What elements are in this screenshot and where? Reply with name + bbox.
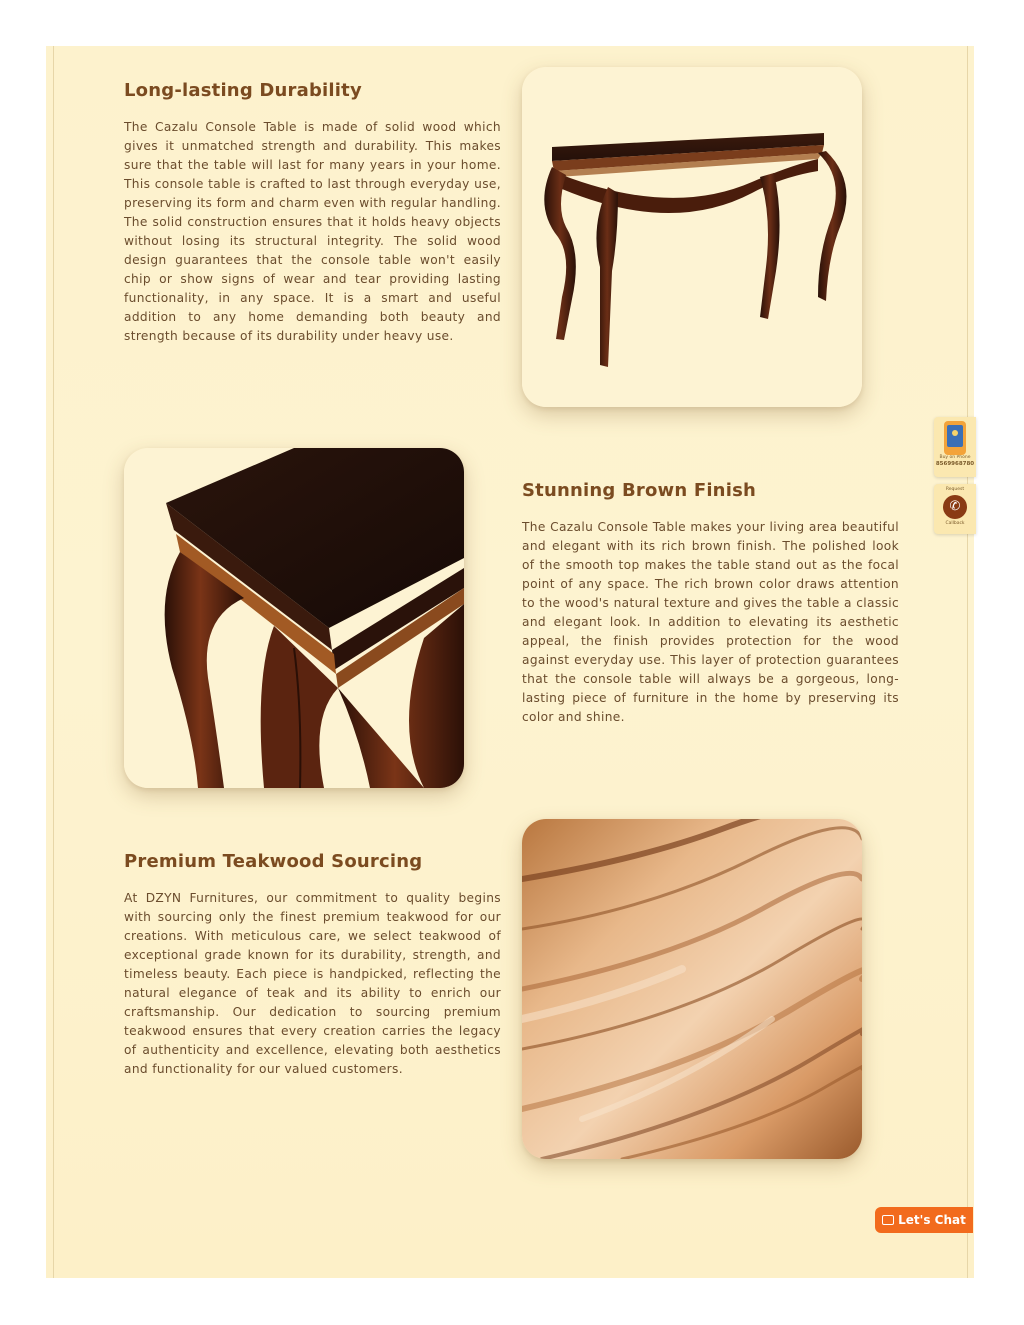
teakwood-grain-image (522, 819, 862, 1159)
callback-top-label: Request (945, 487, 965, 492)
buy-on-phone-label: Buy on Phone (939, 455, 971, 460)
callback-bottom-label: Callback (945, 521, 965, 526)
request-callback-widget[interactable] (934, 484, 976, 534)
lets-chat-label: Let's Chat (898, 1213, 966, 1227)
page-canvas (46, 46, 974, 1278)
lets-chat-button[interactable] (875, 1207, 973, 1233)
section-text-finish: The Cazalu Console Table makes your living area beautiful and elegant with its rich brown finish. The polished look of the smooth top makes the table stand out as the focal point of any space. The rich brown color draws attention to the wood's natural texture and gives the table a classic and elegant look. In addition to elevating its aesthetic appeal, the finish provides protection for the wood against everyday use. This layer of protection guarantees that the console table will always be a gorgeous, long-lasting piece of furniture in the home by preserving its color and shine. (522, 520, 899, 724)
buy-on-phone-widget[interactable] (934, 417, 976, 477)
section-text-durability: The Cazalu Console Table is made of solid wood which gives it unmatched strength and durability. This makes sure that the table will last for many years in your home. This console table is crafted to last through everyday use, preserving its form and charm even with regular handling. The solid construction ensures that it holds heavy objects without losing its structural integrity. The solid wood design guarantees that the console table won't easily chip or show signs of wear and tear providing lasting functionality, in any space. It is a smart and useful addition to any home demanding both beauty and strength because of its durability under heavy use. (124, 120, 501, 343)
callback-phone-icon: ✆ (943, 495, 967, 519)
phone-icon (944, 421, 966, 455)
table-closeup-image (124, 448, 464, 788)
section-title-finish: Stunning Brown Finish (522, 480, 756, 501)
left-border-line (53, 46, 54, 1278)
section-text-teakwood: At DZYN Furnitures, our commitment to quality begins with sourcing only the finest premium teakwood for our creations. With meticulous care, we select teakwood of exceptional grade known for its durability, strength, and timeless beauty. Each piece is handpicked, reflecting the natural elegance of teak and its ability to enrich our craftsmanship. Our dedication to sourcing premium teakwood ensures that every creation carries the legacy of authenticity and excellence, elevating both aesthetics and functionality for our valued customers. (124, 891, 501, 1076)
section-title-teakwood: Premium Teakwood Sourcing (124, 851, 423, 872)
phone-number: 8569968780 (935, 461, 975, 467)
section-title-durability: Long-lasting Durability (124, 80, 362, 101)
console-table-image (522, 67, 862, 407)
chat-icon (882, 1215, 894, 1225)
right-border-line (967, 46, 968, 1278)
